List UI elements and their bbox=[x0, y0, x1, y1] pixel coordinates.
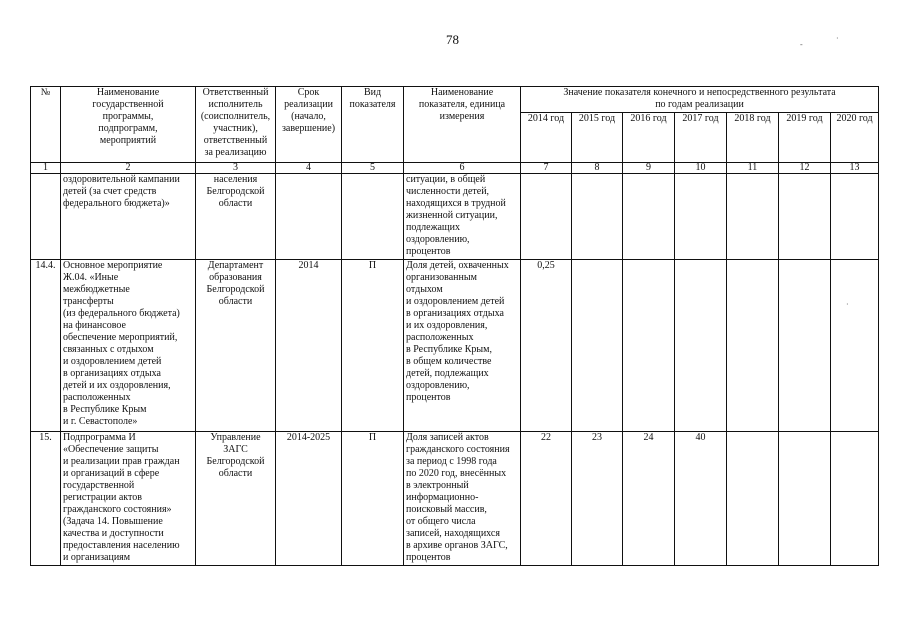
column-number: 12 bbox=[779, 163, 831, 174]
row-value-2020 bbox=[831, 174, 879, 260]
header-year: 2015 год bbox=[572, 113, 623, 163]
row-value-2018 bbox=[727, 260, 779, 432]
row-value-2015 bbox=[572, 174, 623, 260]
column-number-row bbox=[31, 163, 879, 174]
row-name: Основное мероприятие Ж.04. «Иные межбюджетные трансферты (из федерального бюджета) на финансовое обеспечение мероприятий, связанных с отдыхом и оздоровлением детей в организациях отдыха детей и их оздоровления, расположенных в Республике Крым и г. Севастополе» bbox=[61, 260, 196, 432]
scan-speck: · bbox=[846, 300, 849, 309]
table-row bbox=[31, 174, 879, 260]
row-value-2019 bbox=[779, 432, 831, 566]
column-number: 4 bbox=[276, 163, 342, 174]
row-value-2016: 24 bbox=[623, 432, 675, 566]
page-number: 78 bbox=[446, 32, 459, 47]
row-value-2014: 22 bbox=[521, 432, 572, 566]
header-year: 2017 год bbox=[675, 113, 727, 163]
header-year: 2020 год bbox=[831, 113, 879, 163]
row-value-2015: 23 bbox=[572, 432, 623, 566]
header-indicator-name: Наименование показателя, единица измерения bbox=[404, 87, 521, 163]
row-value-2020 bbox=[831, 432, 879, 566]
row-num: 14.4. bbox=[31, 260, 61, 432]
column-number: 5 bbox=[342, 163, 404, 174]
table-row bbox=[31, 260, 879, 432]
row-value-2016 bbox=[623, 260, 675, 432]
column-number: 8 bbox=[572, 163, 623, 174]
row-value-2017 bbox=[675, 260, 727, 432]
header-responsible: Ответственный исполнитель (соисполнитель, участник), ответственный за реализацию bbox=[196, 87, 276, 163]
row-type: П bbox=[342, 432, 404, 566]
row-value-2015 bbox=[572, 260, 623, 432]
column-number: 11 bbox=[727, 163, 779, 174]
header-year: 2016 год bbox=[623, 113, 675, 163]
scan-speck: · bbox=[836, 34, 839, 43]
row-responsible: Департамент образования Белгородской области bbox=[196, 260, 276, 432]
indicators-table bbox=[30, 86, 879, 566]
table-row bbox=[31, 432, 879, 566]
row-num bbox=[31, 174, 61, 260]
row-indicator: Доля детей, охваченных организованным отдыхом и оздоровлением детей в организациях отдыха и их оздоровления, расположенных в Республике Крым, в общем количестве детей, подлежащих оздоровлению, процентов bbox=[404, 260, 521, 432]
column-number: 3 bbox=[196, 163, 276, 174]
row-type: П bbox=[342, 260, 404, 432]
row-value-2019 bbox=[779, 260, 831, 432]
header-year: 2014 год bbox=[521, 113, 572, 163]
column-number: 9 bbox=[623, 163, 675, 174]
row-indicator: Доля записей актов гражданского состояния за период с 1998 года по 2020 год, внесённых в электронный информационно- поисковый массив, от общего числа записей, находящихся в архиве органов ЗАГС, процентов bbox=[404, 432, 521, 566]
row-period: 2014 bbox=[276, 260, 342, 432]
header-period: Срок реализации (начало, завершение) bbox=[276, 87, 342, 163]
row-name: оздоровительной кампании детей (за счет средств федерального бюджета)» bbox=[61, 174, 196, 260]
row-type bbox=[342, 174, 404, 260]
column-number: 1 bbox=[31, 163, 61, 174]
row-indicator: ситуации, в общей численности детей, находящихся в трудной жизненной ситуации, подлежащих оздоровлению, процентов bbox=[404, 174, 521, 260]
row-value-2014 bbox=[521, 174, 572, 260]
column-number: 2 bbox=[61, 163, 196, 174]
header-values-title: Значение показателя конечного и непосредственного результата по годам реализации bbox=[521, 87, 879, 113]
row-value-2020 bbox=[831, 260, 879, 432]
row-responsible: Управление ЗАГС Белгородской области bbox=[196, 432, 276, 566]
row-responsible: населения Белгородской области bbox=[196, 174, 276, 260]
row-num: 15. bbox=[31, 432, 61, 566]
row-value-2016 bbox=[623, 174, 675, 260]
header-year: 2019 год bbox=[779, 113, 831, 163]
scan-speck: - bbox=[800, 40, 803, 49]
row-value-2014: 0,25 bbox=[521, 260, 572, 432]
row-value-2017: 40 bbox=[675, 432, 727, 566]
row-value-2019 bbox=[779, 174, 831, 260]
row-period bbox=[276, 174, 342, 260]
header-num: № bbox=[31, 87, 61, 163]
header-indicator-type: Вид показателя bbox=[342, 87, 404, 163]
row-value-2018 bbox=[727, 174, 779, 260]
header-program-name: Наименование государственной программы, подпрограмм, мероприятий bbox=[61, 87, 196, 163]
row-period: 2014-2025 bbox=[276, 432, 342, 566]
row-name: Подпрограмма И «Обеспечение защиты и реализации прав граждан и организаций в сфере государственной регистрации актов гражданского состояния» (Задача 14. Повышение качества и доступности предоставления населению и организациям bbox=[61, 432, 196, 566]
row-value-2018 bbox=[727, 432, 779, 566]
column-number: 6 bbox=[404, 163, 521, 174]
header-year: 2018 год bbox=[727, 113, 779, 163]
column-number: 7 bbox=[521, 163, 572, 174]
row-value-2017 bbox=[675, 174, 727, 260]
column-number: 10 bbox=[675, 163, 727, 174]
column-number: 13 bbox=[831, 163, 879, 174]
